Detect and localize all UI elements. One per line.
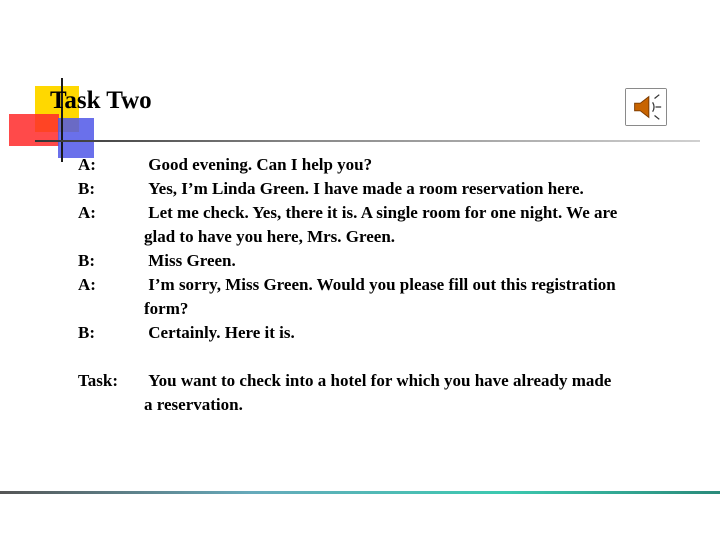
dialogue-text: I’m sorry, Miss Green. Would you please fill out this registration form? bbox=[144, 275, 616, 318]
task-text: You want to check into a hotel for which you have already made a reservation. bbox=[144, 371, 612, 414]
speaker-label: B: bbox=[78, 179, 95, 198]
speaker-label: B: bbox=[78, 323, 95, 342]
dialogue-line bbox=[78, 177, 678, 201]
dialogue-text: Certainly. Here it is. bbox=[144, 323, 295, 342]
speaker-label: A: bbox=[78, 203, 96, 222]
task-line bbox=[78, 369, 678, 417]
dialogue-line bbox=[78, 273, 678, 321]
audio-button[interactable] bbox=[625, 88, 667, 126]
dialogue-text: Miss Green. bbox=[144, 251, 236, 270]
task-label: Task: bbox=[78, 371, 119, 390]
dialogue-text: Yes, I’m Linda Green. I have made a room reservation here. bbox=[144, 179, 584, 198]
speaker-icon bbox=[626, 89, 666, 125]
dialogue-line bbox=[78, 321, 678, 345]
speaker-label: A: bbox=[78, 155, 96, 174]
dialogue-line bbox=[78, 249, 678, 273]
speaker-label: B: bbox=[78, 251, 95, 270]
dialogue-text: Let me check. Yes, there it is. A single room for one night. We are glad to have you here, Mrs. Green. bbox=[144, 203, 618, 246]
dialogue-line bbox=[78, 201, 678, 249]
footer-rule bbox=[0, 491, 720, 494]
speaker-label: A: bbox=[78, 275, 96, 294]
dialogue-block bbox=[78, 153, 678, 417]
dialogue-text: Good evening. Can I help you? bbox=[144, 155, 373, 174]
decor-blue-square bbox=[58, 118, 94, 158]
slide-title: Task Two bbox=[50, 87, 152, 114]
title-underline bbox=[35, 140, 700, 142]
dialogue-line bbox=[78, 153, 678, 177]
